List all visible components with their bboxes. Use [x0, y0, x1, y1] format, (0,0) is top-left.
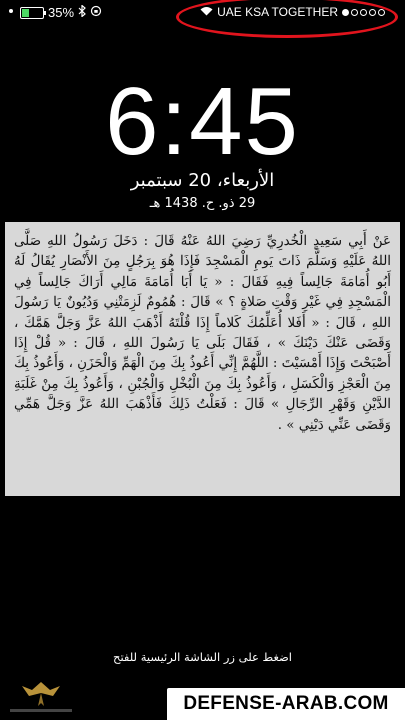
lockscreen-time: 6:45	[105, 68, 300, 175]
airplane-mode-icon	[6, 6, 16, 19]
status-bar-right	[200, 5, 385, 19]
battery-level-fill	[22, 9, 29, 17]
forum-logo	[4, 676, 78, 716]
battery-percent: 35%	[48, 5, 75, 20]
status-bar-left	[6, 5, 102, 20]
site-watermark: DEFENSE-ARAB.COM	[167, 688, 405, 720]
wifi-icon	[200, 5, 213, 19]
status-bar	[0, 0, 405, 26]
lockscreen-date: الأربعاء، 20 سبتمبر	[130, 170, 275, 191]
lock-rotation-icon	[90, 5, 102, 20]
notification-text: عَنْ أَبِي سَعِيدٍ الْخُدرِيِّ رَضِيَ اللهُ عَنْهُ قَالَ : دَخَلَ رَسُولُ اللهِ صَلَّى اللهُ عَلَيْهِ وَسَلَّمَ ذَاتَ يَومِ الْمَسْجِدَ فَإِذَا هُوَ بِرَجُلٍ مِنَ الأَنْصَارِ يُقَالُ لَهُ أَبُو أُمَامَةَ جَالِساً فِيهِ فَقَالَ : « يَا أَبَا أُمَامَةَ مَالِي أَرَاكَ جَالِساً فِي الْمَسْجِدِ فِي غَيْرِ وَقْتِ صَلاةٍ ؟ » قَالَ : هُمُومٌ لَزِمَتْنِي وَدُيُونٌ يَا رَسُولَ اللهِ ، قَالَ : « أَفَلا أُعَلِّمُكَ كَلاماً إِذَا قُلْتَهُ أَذْهَبَ اللهُ عَزَّ وَجَلَّ هَمَّكَ ، وَقَضَى عَنْكَ دَيْنَكَ » ، فَقَالَ بَلَى يَا رَسُولَ اللهِ ، قَالَ : « قُلْ إِذَا أَصْبَحْتَ وَإِذَا أَمْسَيْتَ : اللَّهُمَّ إِنِّي أَعُوذُ بِكَ مِنَ الْهَمِّ وَالْحَزَنِ ، وَأَعُوذُ بِكَ مِنَ الْعَجْزِ وَالْكَسَلِ ، وَأَعُوذُ بِكَ مِنَ الْبُخْلِ وَالْجُبْنِ ، وَأَعُوذُ بِكَ مِنْ غَلَبَةِ الدَّيْنِ وَقَهْرِ الرِّجَالِ » قَالَ : فَعَلْتُ ذَلِكَ فَأَذْهَبَ اللهُ عَزَّ وَجَلَّ هَمِّي وَقَضَى عَنِّي دَيْنِي » .	[14, 234, 391, 433]
battery-icon	[20, 7, 44, 19]
carrier-name: UAE KSA TOGETHER	[217, 5, 338, 19]
unlock-hint: اضغط على زر الشاشة الرئيسية للفتح	[113, 650, 292, 664]
lockscreen-hijri-date: 29 ذو. ح. 1438 هـ	[149, 196, 256, 211]
bluetooth-icon	[78, 5, 86, 20]
signal-dots-icon	[342, 9, 385, 16]
notification-panel[interactable]	[5, 222, 400, 496]
